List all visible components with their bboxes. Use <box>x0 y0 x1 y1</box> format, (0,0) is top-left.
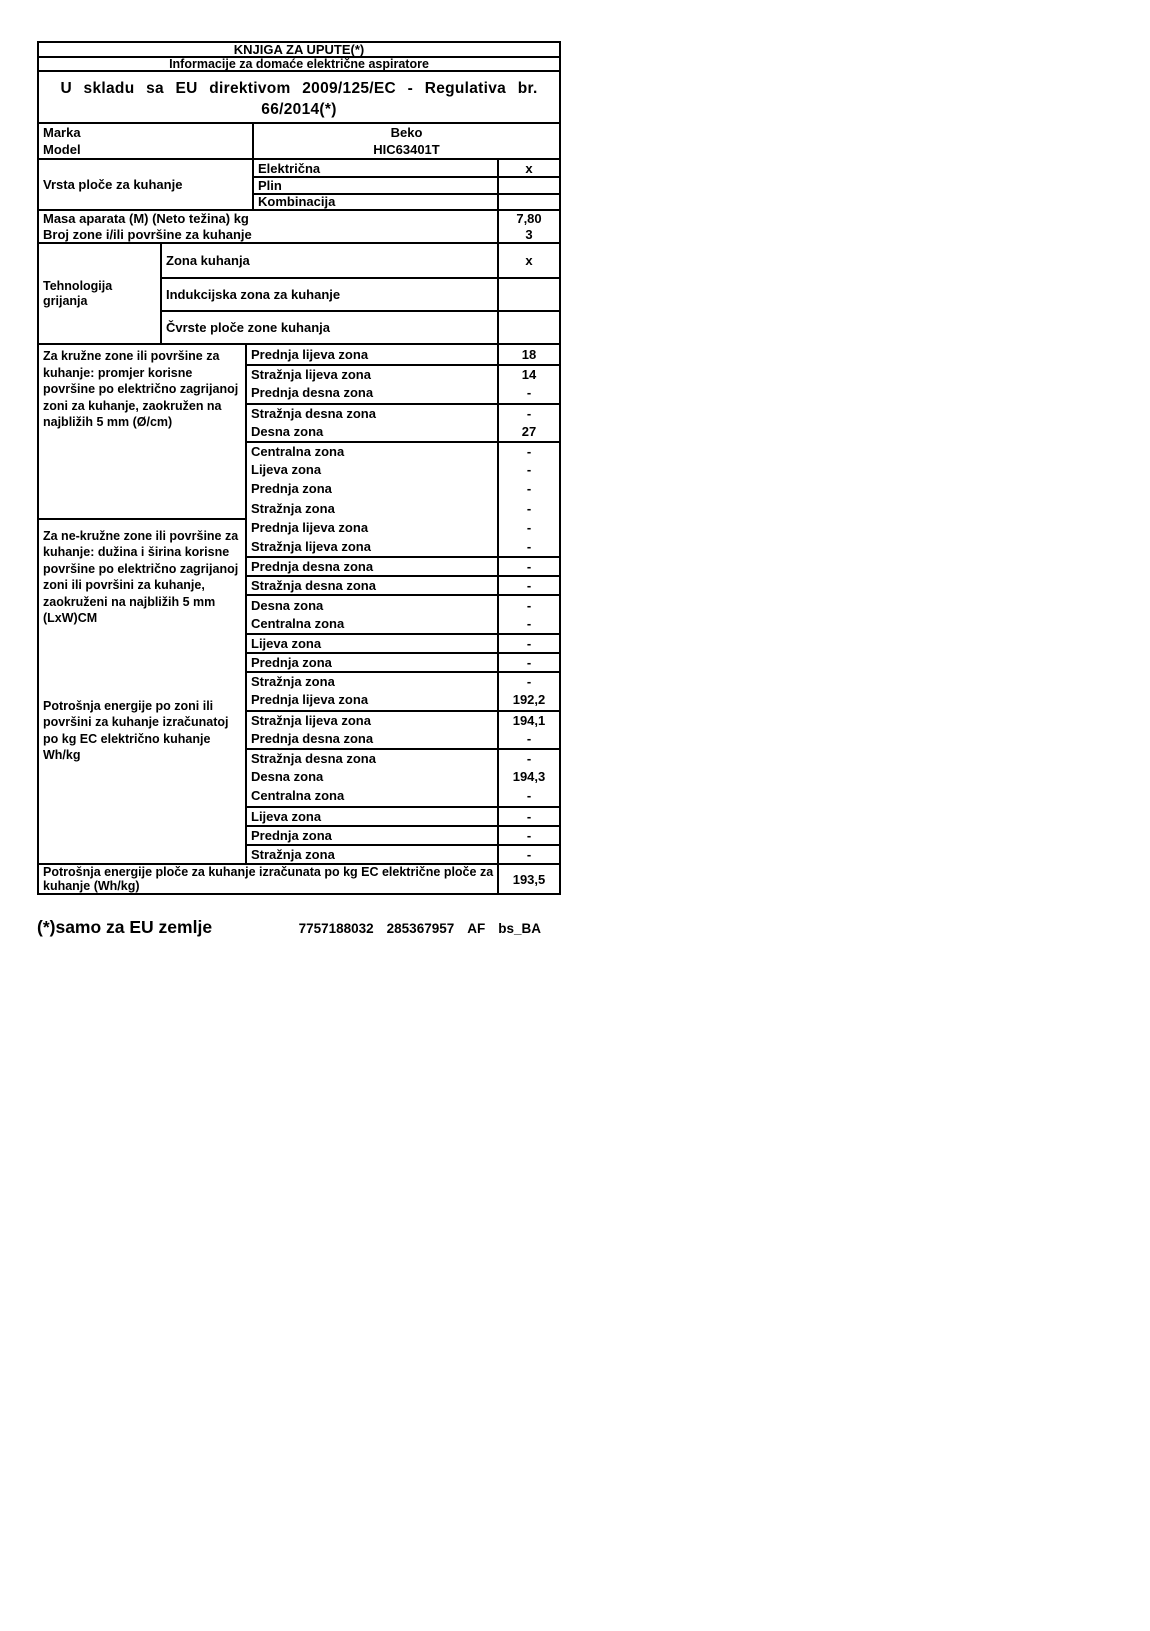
heating-tech-row-value <box>497 277 559 310</box>
zone-row-value: 14 <box>497 364 559 383</box>
zone-row-label: Stražnja zona <box>245 671 497 690</box>
heating-technology-table <box>39 244 559 345</box>
heating-tech-row-value <box>497 310 559 343</box>
directive-title-line2: 66/2014(*) <box>261 101 337 118</box>
zone-row-value: - <box>497 479 559 498</box>
zone-row-label: Centralna zona <box>245 786 497 805</box>
zone-count-label: Broj zone i/ili površine za kuhanje <box>43 226 252 242</box>
zone-row-value: 194,3 <box>497 767 559 786</box>
marka-label: Marka <box>43 125 81 140</box>
footer <box>37 917 561 938</box>
info-header-row <box>39 58 559 72</box>
directive-title <box>39 72 559 124</box>
heating-tech-row-value: x <box>497 244 559 277</box>
footer-code: AF <box>467 921 486 936</box>
zone-row-label: Stražnja zona <box>245 499 497 518</box>
zone-row-value: - <box>497 518 559 537</box>
hob-type-row-value: x <box>497 160 559 176</box>
total-energy-row <box>39 863 559 893</box>
hob-type-row-label: Električna <box>252 160 497 176</box>
zone-row-label: Prednja lijeva zona <box>245 345 497 364</box>
zone-row-label: Prednja desna zona <box>245 556 497 575</box>
zone-row-value: - <box>497 556 559 575</box>
brand-model-table <box>39 124 559 160</box>
hob-type-table <box>39 160 559 211</box>
hob-type-row-value <box>497 176 559 192</box>
zone-row-value: - <box>497 460 559 479</box>
zone-row-value: - <box>497 575 559 594</box>
marka-value: Beko <box>252 124 559 141</box>
footer-code: bs_BA <box>498 921 541 936</box>
zone-row-label: Prednja zona <box>245 479 497 498</box>
zone-row-value: - <box>497 441 559 460</box>
zone-row-label: Prednja lijeva zona <box>245 690 497 709</box>
zone-row-value: - <box>497 825 559 844</box>
model-label: Model <box>43 142 81 157</box>
mass-value: 7,80 <box>497 211 559 227</box>
mass-zone-count-table <box>39 211 559 244</box>
zone-row-label: Prednja zona <box>245 825 497 844</box>
hob-type-row-label: Kombinacija <box>252 193 497 209</box>
hob-type-row-value <box>497 193 559 209</box>
footer-code: 285367957 <box>386 921 455 936</box>
zone-row-value: - <box>497 633 559 652</box>
zone-row-value: - <box>497 594 559 613</box>
zone-row-value: - <box>497 786 559 805</box>
zone-row-value: 194,1 <box>497 710 559 729</box>
zone-row-value: - <box>497 614 559 633</box>
manual-header-text: KNJIGA ZA UPUTE(*) <box>233 42 365 57</box>
zone-row-label: Prednja lijeva zona <box>245 518 497 537</box>
mass-label: Masa aparata (M) (Neto težina) kg <box>43 211 249 227</box>
total-energy-label: Potrošnja energije ploče za kuhanje izračunata po kg EC električne ploče za kuhanje (Wh/kg) <box>43 865 494 894</box>
zone-row-label: Stražnja lijeva zona <box>245 710 497 729</box>
heating-technology-label: Tehnologija grijanja <box>43 279 113 308</box>
left-column-lower-cell <box>39 518 245 863</box>
zone-count-value: 3 <box>497 227 559 243</box>
zone-row-value: - <box>497 748 559 767</box>
manual-header-row <box>39 43 559 58</box>
zone-row-label: Centralna zona <box>245 614 497 633</box>
zone-row-value: - <box>497 652 559 671</box>
directive-title-line1: U skladu sa EU direktivom 2009/125/EC - Regulativa br. <box>60 80 538 97</box>
heating-tech-row-label: Indukcijska zona za kuhanje <box>160 277 497 310</box>
zone-row-label: Lijeva zona <box>245 806 497 825</box>
zones-grid <box>39 345 559 863</box>
zone-row-label: Stražnja desna zona <box>245 748 497 767</box>
model-value: HIC63401T <box>252 141 559 158</box>
zone-row-label: Desna zona <box>245 594 497 613</box>
total-energy-value: 193,5 <box>497 865 559 893</box>
zone-row-label: Prednja zona <box>245 652 497 671</box>
circular-zones-section-label: Za kružne zone ili površine za kuhanje: promjer korisne površine po električno zagrijanoj zoni za kuhanje, zaokružen na najbližih 5 mm (Ø/cm) <box>43 349 239 429</box>
zone-row-value: 18 <box>497 345 559 364</box>
zone-row-label: Stražnja lijeva zona <box>245 537 497 556</box>
heating-tech-row-label: Zona kuhanja <box>160 244 497 277</box>
zone-row-label: Desna zona <box>245 767 497 786</box>
zone-row-value: - <box>497 806 559 825</box>
zone-row-label: Lijeva zona <box>245 633 497 652</box>
zone-row-value: 192,2 <box>497 690 559 709</box>
noncircular-zones-section-label: Za ne-kružne zone ili površine za kuhanje: dužina i širina korisne površine po električno zagrijanoj zoni ili površini za kuhanje, zaokruženi na najbližih 5 mm (LxW)CM <box>43 528 239 626</box>
zone-row-value: - <box>497 403 559 422</box>
zone-row-label: Prednja desna zona <box>245 383 497 402</box>
instruction-table <box>37 41 561 895</box>
zone-row-label: Lijeva zona <box>245 460 497 479</box>
zone-row-label: Stražnja desna zona <box>245 403 497 422</box>
hob-type-label: Vrsta ploče za kuhanje <box>43 177 183 192</box>
zone-row-value: 27 <box>497 422 559 441</box>
footer-code: 7757188032 <box>298 921 374 936</box>
heating-tech-row-label: Čvrste ploče zone kuhanja <box>160 310 497 343</box>
zone-row-label: Stražnja lijeva zona <box>245 364 497 383</box>
zone-row-value: - <box>497 383 559 402</box>
zone-row-label: Desna zona <box>245 422 497 441</box>
footer-codes <box>299 921 561 936</box>
zone-row-label: Stražnja zona <box>245 844 497 863</box>
zone-row-value: - <box>497 671 559 690</box>
zone-row-value: - <box>497 499 559 518</box>
info-header-text: Informacije za domaće električne aspiratore <box>169 57 429 71</box>
zone-row-value: - <box>497 537 559 556</box>
eu-note: (*)samo za EU zemlje <box>37 917 213 937</box>
zone-row-label: Prednja desna zona <box>245 729 497 748</box>
zone-row-value: - <box>497 844 559 863</box>
zone-row-label: Stražnja desna zona <box>245 575 497 594</box>
hob-type-row-label: Plin <box>252 176 497 192</box>
zone-row-value: - <box>497 729 559 748</box>
zone-row-label: Centralna zona <box>245 441 497 460</box>
energy-per-zone-section-label: Potrošnja energije po zoni ili površini za kuhanje izračunatoj po kg EC električno kuhanje Wh/kg <box>43 698 229 763</box>
